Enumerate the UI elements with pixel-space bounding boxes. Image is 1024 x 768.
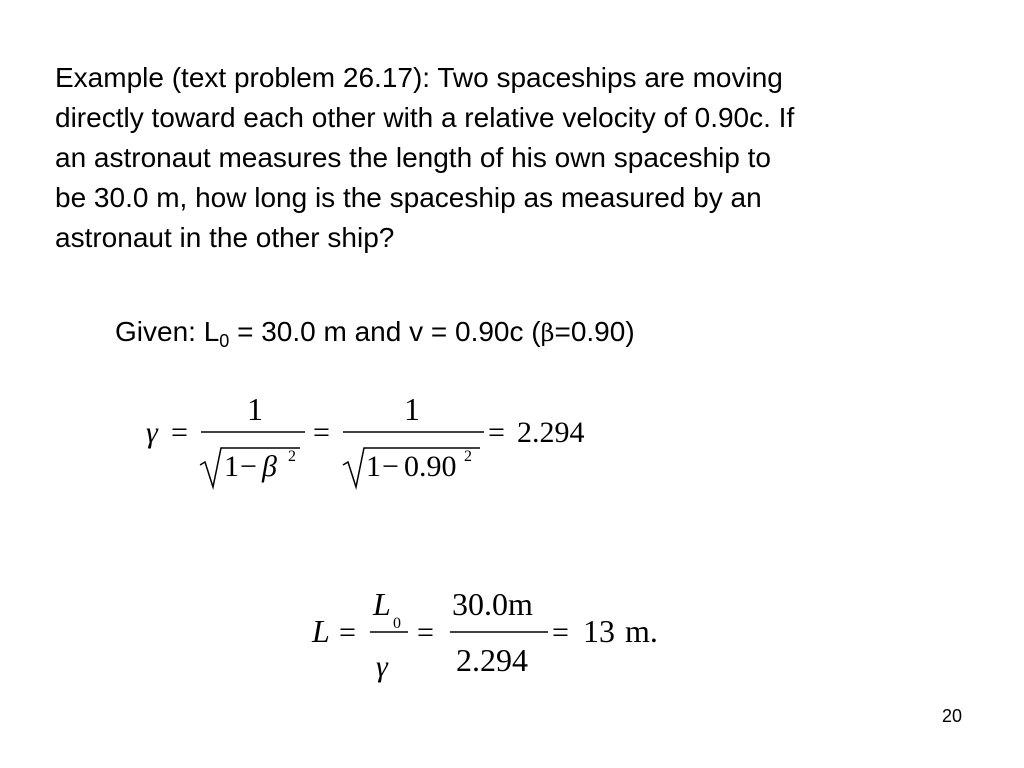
- eq1-equals-2: =: [313, 416, 330, 449]
- eq1-den2-one: 1: [366, 450, 381, 483]
- eq1-gamma: γ: [146, 416, 158, 449]
- gamma-equation: [146, 391, 585, 487]
- eq2-L: L: [312, 613, 330, 649]
- eq1-den2-minus: −: [382, 450, 399, 483]
- problem-line-4: be 30.0 m, how long is the spaceship as measured by an: [55, 182, 762, 213]
- slide-number: 20: [942, 706, 963, 726]
- eq1-den1-minus: −: [240, 450, 257, 483]
- eq2-result: 13: [583, 613, 615, 649]
- eq1-den1-one: 1: [224, 450, 239, 483]
- given-subscript: 0: [219, 331, 230, 351]
- problem-line-5: astronaut in the other ship?: [55, 222, 395, 253]
- given-middle: = 30.0 m and v = 0.90c (: [229, 316, 541, 347]
- eq1-den1-exponent: 2: [288, 448, 296, 465]
- given-beta-symbol: β: [540, 319, 555, 347]
- eq2-denominator: 2.294: [456, 642, 528, 678]
- given-suffix: =0.90): [554, 316, 635, 347]
- eq2-L0-subscript: 0: [393, 615, 401, 632]
- eq1-equals-3: =: [488, 416, 505, 449]
- eq2-gamma: γ: [376, 650, 388, 683]
- problem-line-1: Example (text problem 26.17): Two spaceships are moving: [55, 62, 783, 93]
- eq1-numerator-1: 1: [247, 391, 263, 427]
- problem-line-2: directly toward each other with a relative velocity of 0.90c. If: [55, 102, 795, 133]
- eq1-den1-beta: β: [262, 450, 277, 483]
- eq2-equals-3: =: [552, 616, 569, 649]
- length-equation: [311, 586, 658, 683]
- eq2-numerator: 30.0m: [452, 586, 533, 622]
- eq1-equals-1: =: [171, 416, 188, 449]
- eq1-numerator-2: 1: [404, 391, 420, 427]
- eq1-den2-value: 0.90: [404, 450, 457, 483]
- given-prefix: Given: L: [115, 316, 220, 347]
- eq2-L0: L: [373, 586, 391, 622]
- eq1-den2-exponent: 2: [464, 448, 472, 465]
- eq2-equals-1: =: [339, 616, 356, 649]
- eq1-result: 2.294: [517, 416, 585, 449]
- eq2-equals-2: =: [417, 616, 434, 649]
- eq2-unit: m.: [625, 613, 658, 649]
- problem-line-3: an astronaut measures the length of his own spaceship to: [55, 142, 771, 173]
